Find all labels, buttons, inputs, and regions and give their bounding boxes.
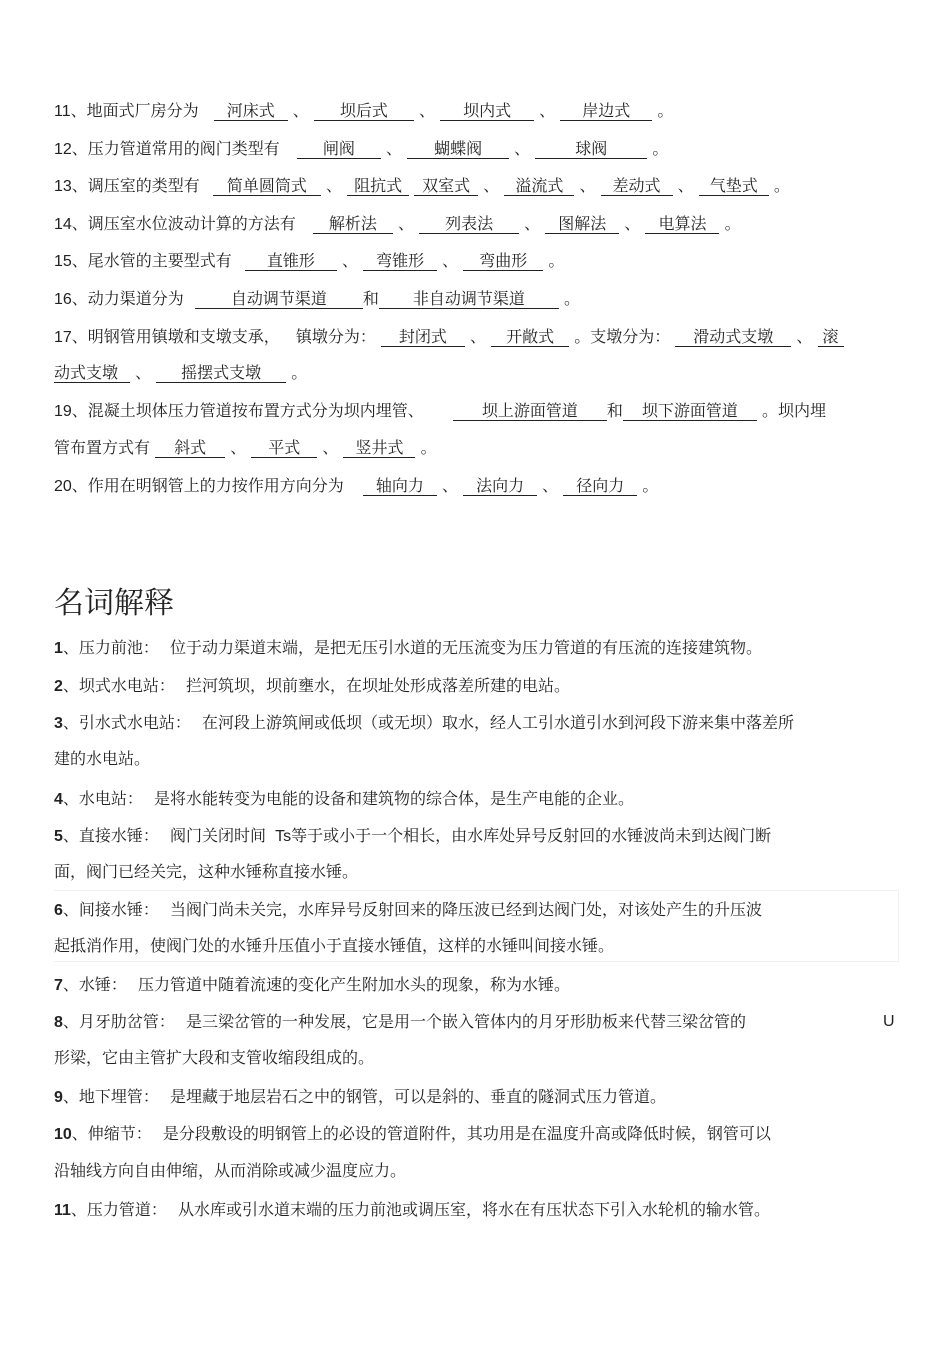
definition-10 [54,1123,771,1146]
answer-blank: 滚 [818,328,844,347]
answer-blank: 双室式 [414,177,478,196]
definition-term: 、压力管道： [70,1200,167,1219]
definition-number: 3 [54,715,63,732]
definition-4 [54,788,634,811]
question-number: 19 [54,403,72,420]
question-number: 20 [54,478,72,495]
definition-text: 是将水能转变为电能的设备和建筑物的综合体，是生产电能的企业。 [154,789,635,808]
definition-term: 、引水式水电站： [62,713,191,732]
definition-1 [54,637,762,660]
question-text: 、尾水管的主要型式有 [71,251,232,270]
answer-blank: 闸阀 [297,140,381,159]
punct: 。 [642,476,659,495]
question-17: 17、明钢管用镇墩和支墩支承， 镇墩分为： 封闭式 、 开敞式 。支墩分为： 滑动式支墩 、 滚 [54,326,844,349]
definition-text: 是埋藏于地层岩石之中的钢管，可以是斜的、垂直的隧洞式压力管道。 [170,1087,667,1106]
answer-blank: 图解法 [545,215,619,234]
definition-11 [54,1199,770,1222]
punct: 。 [564,289,581,308]
question-number: 11 [54,103,71,120]
question-12: 12、压力管道常用的阀门类型有 闸阀 、 蝴蝶阀 、 球阀 。 [54,139,669,158]
answer-blank: 斜式 [155,439,225,458]
answer-blank: 弯锥形 [363,252,437,271]
definition-text: 沿轴线方向自由伸缩，从而消除或减少温度应力。 [54,1161,407,1180]
section-heading: 名词解释 [54,586,174,621]
definition-text: 位于动力渠道末端，是把无压引水道的无压流变为压力管道的有压流的连接建筑物。 [170,638,763,657]
definition-term: 、压力前池： [62,638,159,657]
definition-term: 、间接水锤： [62,900,159,919]
definition-number: 1 [54,640,63,657]
definition-3-line-2 [54,748,150,770]
question-number: 12 [54,141,72,158]
question-number: 13 [54,178,72,195]
question-text: 、调压室的类型有 [71,176,200,195]
answer-blank: 球阀 [535,140,647,159]
answer-blank: 法向力 [463,477,537,496]
answer-blank: 蝴蝶阀 [407,140,509,159]
question-text: 、地面式厂房分为 [70,101,199,120]
question-17-line-2: 动式支墩 、 摇摆式支墩 。 [54,363,308,382]
definition-term: 、直接水锤： [62,826,159,845]
question-text: 、明钢管用镇墩和支墩支承， [71,327,280,346]
question-text: 、混凝土坝体压力管道按布置方式分为坝内埋管、 [71,401,424,420]
answer-blank: 坝内式 [440,102,534,121]
definition-text: 面，阀门已经关完，这种水锤称直接水锤。 [54,862,359,881]
question-text: 、调压室水位波动计算的方法有 [71,214,296,233]
question-19-line-2: 管布置方式有 斜式 、 平式 、 竖井式 。 [54,438,437,457]
punct: 。 [548,251,565,270]
definition-6 [54,899,762,922]
answer-blank: 直锥形 [245,252,337,271]
definition-2 [54,675,570,698]
connector: 和 [362,289,379,308]
definition-number: 8 [54,1014,63,1031]
answer-blank: 平式 [251,439,317,458]
definition-text: 拦河筑坝，坝前壅水，在坝址处形成落差所建的电站。 [186,676,571,695]
punct: 。 [773,176,790,195]
definition-text: 等于或小于一个相长，由水库处异号反射回的水锤波尚未到达阀门断 [291,826,772,845]
answer-blank: 滑动式支墩 [675,328,791,347]
question-text: 管布置方式有 [54,438,151,457]
definition-number: 10 [54,1126,72,1143]
answer-blank: 弯曲形 [463,252,543,271]
question-number: 17 [54,329,72,346]
definition-number: 7 [54,977,63,994]
definition-8 [54,1011,899,1034]
definition-6-line-2 [54,935,614,957]
question-15: 15、尾水管的主要型式有 直锥形 、 弯锥形 、 弯曲形 。 [54,251,565,270]
question-19 [54,400,826,423]
question-text: 。坝内埋 [762,401,827,420]
definition-number: 11 [54,1202,71,1219]
answer-blank: 坝后式 [314,102,414,121]
answer-blank: 径向力 [563,477,637,496]
question-number: 16 [54,291,72,308]
connector: 和 [606,401,623,420]
answer-blank: 气垫式 [699,177,769,196]
definition-text: 起抵消作用，使阀门处的水锤升压值小于直接水锤值，这样的水锤叫间接水锤。 [54,936,615,955]
question-number: 15 [54,253,72,270]
answer-blank: 摇摆式支墩 [156,364,286,383]
answer-blank: 岸边式 [560,102,652,121]
definition-term: 、月牙肋岔管： [62,1012,175,1031]
answer-blank: 轴向力 [363,477,437,496]
question-20: 20、作用在明钢管上的力按作用方向分为 轴向力 、 法向力 、 径向力 。 [54,476,659,495]
question-text: 、作用在明钢管上的力按作用方向分为 [71,476,344,495]
definition-3 [54,712,794,735]
answer-blank: 非自动调节渠道 [379,290,559,309]
definition-5-line-2 [54,861,358,883]
answer-blank: 竖井式 [343,439,415,458]
answer-blank: 封闭式 [381,328,465,347]
definition-term: 、伸缩节： [71,1124,152,1143]
definition-10-line-2 [54,1160,406,1182]
definition-text: 从水库或引水道末端的压力前池或调压室，将水在有压状态下引入水轮机的输水管。 [178,1200,771,1219]
question-11: 11、地面式厂房分为 河床式 、 坝后式 、 坝内式 、 岸边式 。 [54,101,674,120]
definition-text: 当阀门尚未关完，水库异号反射回来的降压波已经到达阀门处，对该处产生的升压波 [170,900,763,919]
punct: 。 [724,214,741,233]
definition-text: 阀门关闭时间 [170,826,267,845]
definition-term: 、地下埋管： [62,1087,159,1106]
answer-blank: 坝上游面管道 [453,402,607,421]
answer-blank: 开敞式 [491,328,569,347]
question-text: 、动力渠道分为 [71,289,184,308]
punct: 。 [420,438,437,457]
definition-number: 6 [54,902,63,919]
answer-blank: 自动调节渠道 [195,290,363,309]
question-16 [54,288,580,311]
definition-text: 建的水电站。 [54,749,151,768]
definition-symbol: U [883,1013,895,1030]
definition-5 [54,825,771,848]
definition-number: 2 [54,678,63,695]
definition-term: 、水电站： [62,789,143,808]
question-text: 、压力管道常用的阀门类型有 [71,139,280,158]
definition-number: 5 [54,828,63,845]
definition-7 [54,974,570,997]
definition-text: 在河段上游筑闸或低坝（或无坝）取水，经人工引水道引水到河段下游来集中落差所 [202,713,795,732]
definition-text: 是分段敷设的明钢管上的必设的管道附件，其功用是在温度升高或降低时候，钢管可以 [162,1124,771,1143]
question-text: 。支墩分为： [574,327,671,346]
definition-8-line-2 [54,1047,374,1069]
definition-symbol: Ts [275,828,292,845]
answer-blank: 电算法 [645,215,719,234]
definition-text: 形梁，它由主管扩大段和支管收缩段组成的。 [54,1048,375,1067]
punct: 。 [657,101,674,120]
answer-blank: 解析法 [313,215,393,234]
punct: 。 [652,139,669,158]
answer-blank: 动式支墩 [54,364,130,383]
answer-blank: 简单圆筒式 [213,177,321,196]
answer-blank: 列表法 [419,215,519,234]
definition-9 [54,1086,666,1109]
question-14: 14、调压室水位波动计算的方法有 解析法 、 列表法 、 图解法 、 电算法 。 [54,214,741,233]
question-number: 14 [54,216,72,233]
punct: 。 [291,363,308,382]
question-text: 镇墩分为： [295,327,376,346]
definition-text: 是三梁岔管的一种发展，它是用一个嵌入管体内的月牙形肋板来代替三梁岔管的 [186,1012,747,1031]
definition-number: 9 [54,1089,63,1106]
answer-blank: 差动式 [601,177,673,196]
answer-blank: 河床式 [214,102,288,121]
definition-text: 压力管道中随着流速的变化产生附加水头的现象，称为水锤。 [138,975,571,994]
answer-blank: 溢流式 [504,177,574,196]
definition-term: 、水锤： [62,975,127,994]
answer-blank: 坝下游面管道 [623,402,757,421]
answer-blank: 阻抗式 [347,177,409,196]
definition-number: 4 [54,791,63,808]
question-13: 13、调压室的类型有 简单圆筒式 、 阻抗式 双室式 、 溢流式 、 差动式 、 气垫式 。 [54,176,790,195]
definition-term: 、坝式水电站： [62,676,175,695]
